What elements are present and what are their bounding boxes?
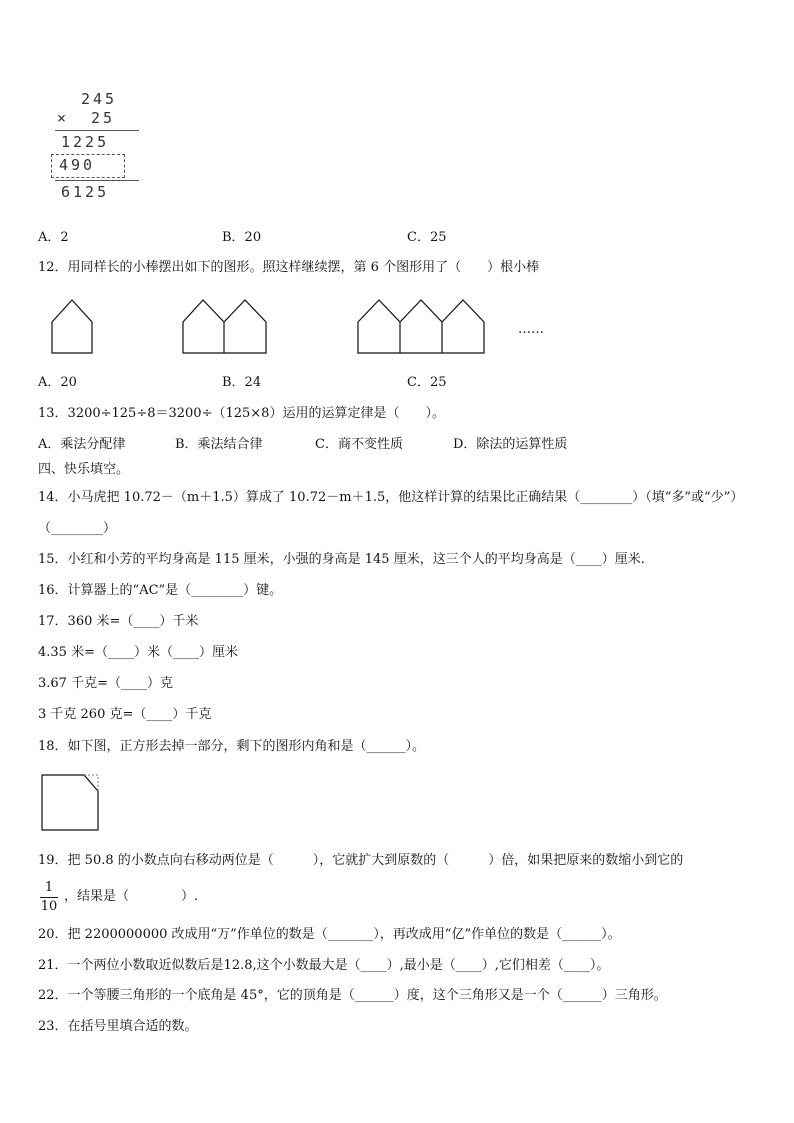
q22: 22．一个等腰三角形的一个底角是 45°，它的顶角是（______）度，这个三角形又是一个（______）三角形。: [38, 988, 667, 1003]
q18: 18．如下图，正方形去掉一部分，剩下的图形内角和是（______）。: [38, 739, 426, 754]
q20: 20．把 2200000000 改成用“万”作单位的数是（_______），再改成用“亿”作单位的数是（______）。: [38, 927, 621, 942]
q19-line1: 19．把 50.8 的小数点向右移动两位是（ ），它就扩大到原数的（ ）倍，如果把原来的数缩小到它的: [38, 853, 684, 868]
q12-option-c: C．25: [407, 375, 447, 390]
q11-option-c: C．25: [407, 230, 447, 245]
house-figure-1: [52, 300, 92, 353]
mult-multiplicand: 245: [81, 90, 118, 108]
mult-rule-1: [55, 130, 139, 131]
q17-b: 4.35 米=（____）米（____）厘米: [38, 645, 238, 660]
q16: 16．计算器上的“AC”是（________）键。: [38, 583, 283, 598]
mult-times-sign: ×: [57, 109, 70, 127]
q13-option-a: A．乘法分配律: [38, 437, 126, 452]
mult-partial-1: 1225: [61, 133, 110, 151]
fraction-bar: [40, 897, 58, 898]
q12-option-a: A．20: [38, 375, 77, 390]
q14-line1: 14．小马虎把 10.72－（m＋1.5）算成了 10.72－m＋1.5，他这样计算的结果比正确结果（________）（填“多”或“少”）: [38, 490, 744, 505]
q15: 15．小红和小芳的平均身高是 115 厘米，小强的身高是 145 厘米，这三个人的平均身高是（____）厘米.: [38, 552, 645, 567]
q17-d: 3 千克 260 克=（____）千克: [38, 707, 212, 722]
q19-line2: ，结果是（ ）.: [64, 889, 199, 904]
q17-c: 3.67 千克=（____）克: [38, 676, 173, 691]
q21: 21．一个两位小数取近似数后是12.8,这个小数最大是（____）,最小是（____）,它们相差（____）。: [38, 958, 610, 973]
q19-fraction: [40, 880, 58, 915]
q13-stem: 13．3200÷125÷8＝3200÷（125×8）运用的运算定律是（ ）。: [38, 406, 445, 421]
fraction-numerator: 1: [44, 880, 54, 895]
q13-option-b: B．乘法结合律: [175, 437, 263, 452]
section-heading-4: 四、快乐填空。: [38, 462, 130, 477]
q12-ellipsis: ……: [518, 322, 544, 337]
q11-option-b: B．20: [222, 230, 262, 245]
q11-option-a: A．2: [38, 230, 69, 245]
q18-cut-square-figure: [40, 773, 102, 833]
q13-option-c: C．商不变性质: [315, 437, 403, 452]
q23: 23．在括号里填合适的数。: [38, 1019, 198, 1034]
q12-house-figures: [40, 295, 560, 359]
house-figure-3: [358, 300, 484, 353]
q12-stem: 12．用同样长的小棒摆出如下的图形。照这样继续摆，第 6 个图形用了（ ）根小棒: [38, 260, 540, 275]
q14-line2: （________）: [38, 521, 117, 536]
q17-a: 17．360 米=（____）千米: [38, 614, 199, 629]
mult-multiplier: 25: [91, 109, 116, 127]
mult-partial-2: 490: [59, 156, 96, 174]
fraction-denominator: 10: [40, 899, 58, 914]
multiplication-figure: [55, 90, 145, 205]
house-figure-2: [183, 300, 266, 353]
q13-option-d: D．除法的运算性质: [453, 437, 568, 452]
mult-rule-2: [55, 180, 139, 181]
mult-result: 6125: [61, 183, 110, 201]
q12-option-b: B．24: [222, 375, 262, 390]
